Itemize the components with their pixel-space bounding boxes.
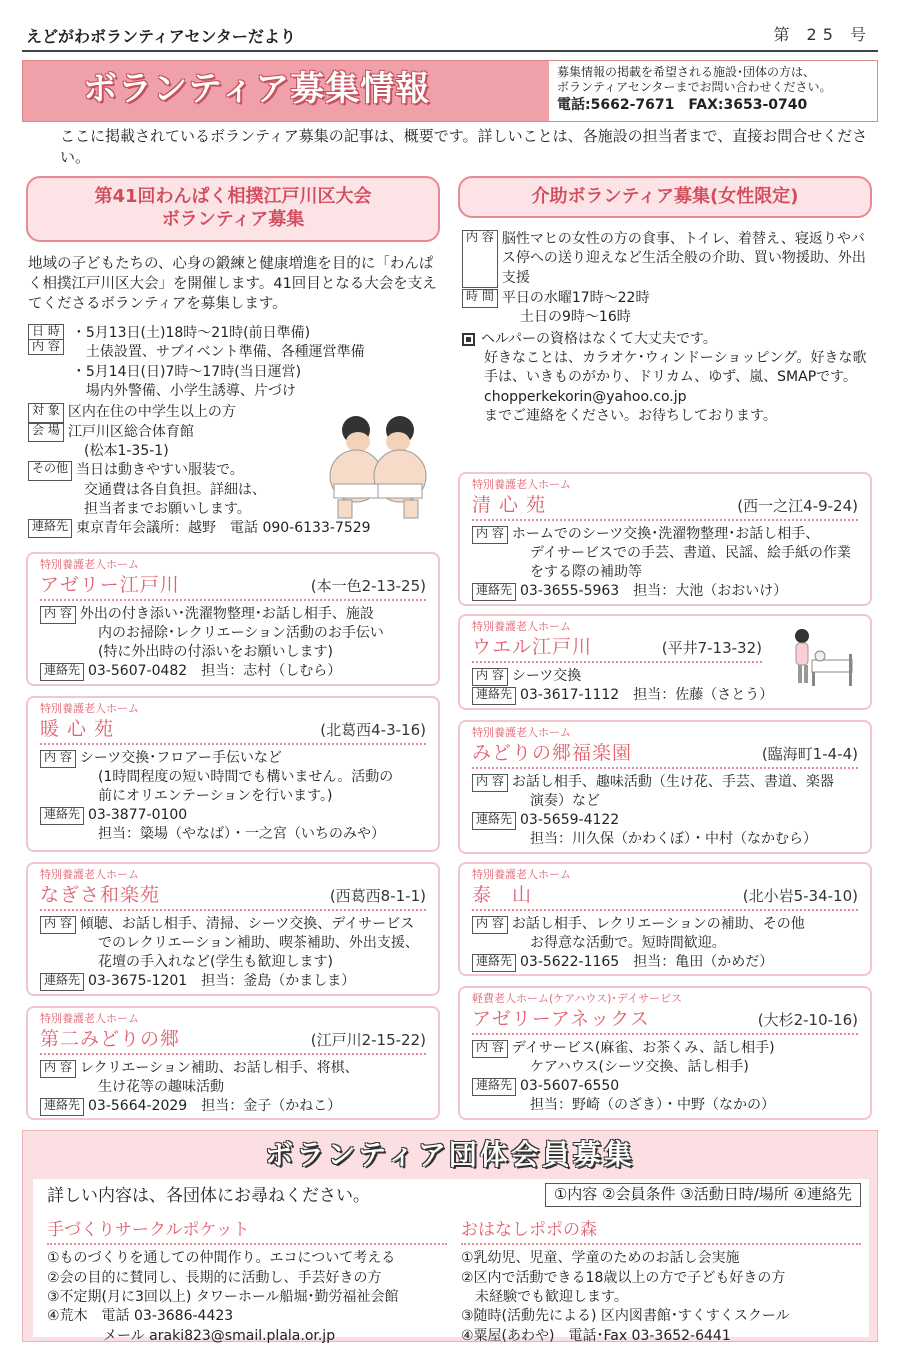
sumo-venue-addr: (松本1-35-1): [84, 442, 169, 459]
facility-card: [26, 696, 440, 852]
recruitment-banner: [22, 60, 878, 122]
tag-contact: 連絡先: [28, 519, 72, 538]
sumo-heading-2: ボランティア募集: [161, 209, 305, 231]
sumo-wrestlers-illustration: [318, 402, 438, 520]
group-line: ④荒木 電話 03-3686-4423: [47, 1308, 234, 1325]
facility-card: [458, 472, 872, 606]
facility-address: (平井7-13-32): [661, 638, 762, 657]
tag-contact: 連絡先: [472, 812, 516, 830]
facility-content: お話し相手、レクリエーションの補助、その他: [511, 915, 805, 932]
group-line: メール araki823@smail.plala.or.jp: [47, 1327, 336, 1344]
tag-content: 内 容: [40, 750, 76, 768]
tag-contact: 連絡先: [472, 687, 516, 705]
facility-address: (本一色2-13-25): [310, 576, 426, 595]
facility-contact: 03-3655-5963 担当：大池（おおいけ）: [520, 582, 788, 599]
facility-card: [26, 552, 440, 686]
newsletter-title: えどがわボランティアセンターだより: [26, 27, 296, 46]
tag-content: 内 容: [28, 339, 64, 355]
care-details: [462, 230, 874, 426]
sumo-target: 区内在住の中学生以上の方: [67, 404, 236, 421]
facility-contact: 03-3877-0100: [88, 806, 188, 823]
tag-contact: 連絡先: [40, 973, 84, 991]
facility-contact: 03-3675-1201 担当：釜島（かましま）: [88, 972, 356, 989]
facility-address: (西一之江4-9-24): [737, 496, 858, 515]
tag-venue: 会 場: [28, 423, 64, 442]
sumo-heading-1: 第41回わんぱく相撲江戸川区大会: [94, 186, 372, 207]
tag-content: 内 容: [40, 916, 76, 934]
tag-contact: 連絡先: [472, 583, 516, 601]
group-section-title: ボランティア団体会員募集: [265, 1138, 635, 1171]
tag-content: 内 容: [472, 774, 508, 792]
facility-contact: 担当：川久保（かわくぼ）・中村（なかむら）: [530, 830, 817, 847]
facility-content: ホームでのシーツ交換･洗濯物整理･お話し相手、: [511, 525, 820, 542]
group-line: ③不定期(月に3回以上) タワーホール船堀･勤労福祉会館: [47, 1289, 399, 1306]
tag-contact: 連絡先: [40, 1098, 84, 1116]
caregiver-bed-illustration: [776, 624, 856, 696]
facility-contact: 03-5664-2029 担当：金子（かねこ）: [88, 1097, 342, 1114]
facility-address: (大杉2-10-16): [757, 1010, 858, 1029]
tag-datetime: 日 時: [28, 324, 64, 339]
facility-name: 第二みどりの郷: [40, 1027, 181, 1050]
banner-phone: 電話:5662-7671 FAX:3653-0740: [557, 97, 808, 113]
facility-content: をする際の補助等: [530, 563, 642, 580]
facility-contact: 03-5622-1165 担当：亀田（かめだ）: [520, 953, 774, 970]
sumo-day2-detail: 場内外警備、小学生誘導、片づけ: [85, 382, 296, 399]
tag-target: 対 象: [28, 403, 64, 422]
facility-address: (北葛西4-3-16): [320, 720, 426, 739]
care-content: 脳性マヒの女性の方の食事、トイレ、着替え、寝返りやバス停への送り迎えなど生活全般の介助、買い物援助、外出支援: [501, 231, 866, 286]
care-closing: までご連絡をください。お待ちしております。: [484, 407, 777, 424]
group-right: [461, 1219, 861, 1346]
issue-number: 第 25 号: [773, 25, 872, 44]
facility-contact: 担当：野崎（のざき）・中野（なかの）: [530, 1096, 775, 1113]
group-line: 未経験でも歓迎します。: [461, 1289, 628, 1306]
facility-name: ウエル江戸川: [472, 635, 593, 658]
facility-content: ケアハウス(シーツ交換、話し相手): [530, 1058, 749, 1075]
group-name: おはなしポポの森: [461, 1219, 861, 1245]
group-line: ③随時(活動先による) 区内図書館･すくすくスクール: [461, 1308, 790, 1325]
group-line: ②会の目的に賛同し、長期的に活動し、手芸好きの方: [47, 1269, 382, 1286]
facility-category: 特別養護老人ホーム: [472, 868, 571, 881]
care-heading: 介助ボランティア募集(女性限定): [458, 176, 872, 218]
facility-content: (特に外出時の付添いをお願いします): [98, 643, 333, 660]
tag-content: 内 容: [40, 606, 76, 624]
sumo-heading: [26, 176, 440, 242]
facility-address: (臨海町1-4-4): [761, 744, 858, 763]
facility-card: [458, 720, 872, 854]
tag-time: 時 間: [462, 289, 498, 308]
facility-content: 内のお掃除･レクリエーション活動のお手伝い: [98, 624, 384, 641]
care-note: ヘルパーの資格はなくて大丈夫です。: [481, 330, 717, 347]
facility-category: 特別養護老人ホーム: [472, 726, 571, 739]
tag-content: 内 容: [472, 1040, 508, 1058]
facility-content: 生け花等の趣味活動: [98, 1078, 224, 1095]
facility-contact: 03-5607-6550: [520, 1077, 620, 1094]
group-line: ④粟屋(あわや) 電話･Fax 03-3652-6441: [461, 1327, 731, 1344]
group-line: ②区内で活動できる18歳以上の方で子ども好きの方: [461, 1269, 786, 1286]
facility-card: [26, 862, 440, 996]
facility-category: 特別養護老人ホーム: [40, 558, 139, 571]
facility-card: [458, 986, 872, 1120]
facility-category: 特別養護老人ホーム: [472, 478, 571, 491]
facility-content: 演奏）など: [530, 792, 600, 809]
facility-card: [458, 862, 872, 976]
group-name: 手づくりサークルポケット: [47, 1219, 447, 1245]
facility-content: レクリエーション補助、お話し相手、将棋、: [79, 1059, 359, 1076]
facility-address: (北小岩5-34-10): [742, 886, 858, 905]
care-time-2: 土日の9時～16時: [520, 309, 631, 326]
sumo-venue: 江戸川区総合体育館: [67, 423, 194, 440]
care-email: chopperkekorin@yahoo.co.jp: [484, 388, 687, 405]
facility-address: (西葛西8-1-1): [329, 886, 426, 905]
sumo-day2: ・5月14日(日)7時～17時(当日運営): [71, 363, 302, 380]
tag-contact: 連絡先: [40, 807, 84, 825]
note-square-icon: [462, 333, 475, 346]
tag-contact: 連絡先: [472, 954, 516, 972]
facility-content: デイサービス(麻雀、お茶くみ、話し相手): [511, 1039, 775, 1056]
tag-content: 内 容: [472, 668, 508, 686]
sumo-other-1: 当日は動きやすい服装で。: [76, 462, 244, 479]
sumo-other-2: 交通費は各自負担。詳細は、: [84, 481, 266, 498]
banner-note-2: ボランティアセンターまでお問い合わせください。: [557, 80, 832, 94]
group-recruitment-section: [22, 1130, 878, 1342]
facility-contact: 担当：簗場（やなば）・一之宮（いちのみや）: [98, 825, 385, 842]
facility-content: シーツ交換･フロアー手伝いなど: [79, 749, 282, 766]
facility-category: 特別養護老人ホーム: [40, 868, 139, 881]
tag-contact: 連絡先: [40, 663, 84, 681]
tag-content: 内 容: [472, 526, 508, 544]
facility-name: 暖 心 苑: [40, 717, 115, 740]
sumo-day1-detail: 土俵設置、サブイベント準備、各種運営準備: [85, 344, 365, 361]
facility-content: お得意な活動で。短時間歓迎。: [530, 934, 726, 951]
facility-contact: 03-3617-1112 担当：佐藤（さとう）: [520, 686, 774, 703]
facility-name: みどりの郷福楽園: [472, 741, 633, 764]
banner-title: ボランティア募集情報: [83, 69, 431, 109]
group-line: ①乳幼児、児童、学童のためのお話し会実施: [461, 1250, 740, 1267]
facility-contact: 03-5659-4122: [520, 811, 620, 828]
facility-category: 特別養護老人ホーム: [40, 702, 139, 715]
facility-name: 清 心 苑: [472, 493, 547, 516]
sumo-contact: 東京青年会議所：越野 電話 090-6133-7529: [76, 520, 371, 537]
sumo-other-3: 担当者までお願いします。: [84, 500, 251, 517]
facility-content: 傾聴、お話し相手、清掃、シーツ交換、デイサービス: [79, 915, 415, 932]
facility-name: アゼリーアネックス: [472, 1007, 650, 1030]
group-legend: ①内容 ②会員条件 ③活動日時/場所 ④連絡先: [545, 1183, 861, 1207]
group-line: ①ものづくりを通しての仲間作り。エコについて考える: [47, 1250, 396, 1267]
facility-content: でのレクリエーション補助、喫茶補助、外出支援、: [98, 934, 419, 951]
group-lead: 詳しい内容は、各団体にお尋ねください。: [47, 1186, 370, 1206]
facility-content: 前にオリエンテーションを行います。): [98, 787, 333, 804]
tag-content: 内 容: [462, 230, 498, 288]
facility-category: 特別養護老人ホーム: [40, 1012, 139, 1025]
banner-note-1: 募集情報の掲載を希望される施設･団体の方は、: [557, 65, 816, 79]
banner-contact-box: [549, 61, 877, 121]
facility-name: アゼリー江戸川: [40, 573, 180, 596]
facility-name: 泰 山: [472, 883, 533, 906]
facility-contact: 03-5607-0482 担当：志村（しむら）: [88, 662, 342, 679]
facility-category: 軽費老人ホーム(ケアハウス)･デイサービス: [472, 992, 683, 1005]
intro-text: ここに掲載されているボランティア募集の記事は、概要です。詳しいことは、各施設の担当者まで、直接お問合せください。: [60, 127, 868, 166]
sumo-body: 地域の子どもたちの、心身の鍛練と健康増進を目的に「わんぱく相撲江戸川区大会」を開催します。41回目となる大会を支えてくださるボランティアを募集します。: [28, 256, 437, 312]
care-extra: 好きなことは、カラオケ･ウィンドーショッピング。好きな歌手は、いきものがかり、ドリカム、ゆず、嵐、SMAPです。: [484, 349, 867, 386]
facility-address: (江戸川2-15-22): [310, 1030, 426, 1049]
facility-content: シーツ交換: [511, 667, 582, 684]
care-time-1: 平日の水曜17時～22時: [501, 289, 650, 306]
sumo-day1: ・5月13日(土)18時～21時(前日準備): [71, 325, 311, 341]
facility-card: [458, 614, 872, 710]
group-left: [47, 1219, 447, 1346]
facility-content: お話し相手、趣味活動（生け花、手芸、書道、楽器: [511, 773, 834, 790]
tag-contact: 連絡先: [472, 1078, 516, 1096]
tag-content: 内 容: [472, 916, 508, 934]
facility-name: なぎさ和楽苑: [40, 883, 161, 906]
facility-category: 特別養護老人ホーム: [472, 620, 571, 633]
facility-content: デイサービスでの手芸、書道、民謡、絵手紙の作業: [530, 544, 852, 561]
group-section-body: [33, 1179, 869, 1344]
facility-content: 外出の付き添い･洗濯物整理･お話し相手、施設: [79, 605, 374, 622]
page-header: [22, 18, 878, 52]
facility-card: [26, 1006, 440, 1120]
tag-other: その他: [28, 461, 72, 480]
facility-content: (1時間程度の短い時間でも構いません。活動の: [98, 768, 394, 785]
facility-content: 花壇の手入れなど(学生も歓迎します): [98, 953, 333, 970]
tag-content: 内 容: [40, 1060, 76, 1078]
